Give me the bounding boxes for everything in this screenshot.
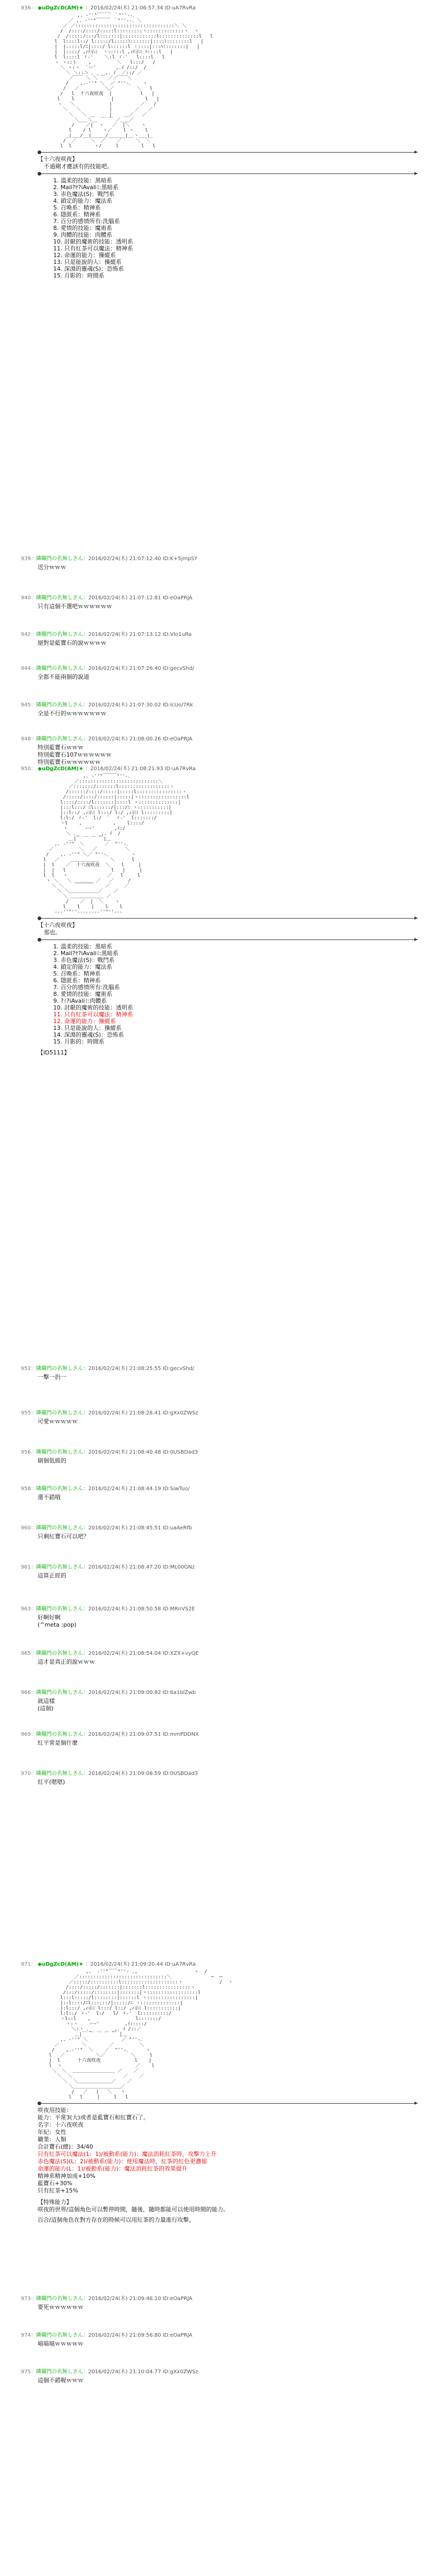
post-body: 紅平常是個什麼 bbox=[38, 1739, 78, 1746]
reply-post bbox=[21, 630, 418, 647]
choice-item: 14. 深淵的靈魂(S)：恐怖系 bbox=[53, 265, 124, 272]
reply-post bbox=[21, 1688, 418, 1712]
post-date: ：2016/02/24(木) 21:08:45.51 ID:uaAeRfb bbox=[83, 1525, 192, 1531]
choice-item: 8. 愛情的技能：魔術系 bbox=[53, 225, 112, 231]
reply-post bbox=[21, 1408, 418, 1425]
choice-item: 9. 肉體的技能：肉體系 bbox=[53, 231, 112, 238]
choice-item: 13. 只是能說的人：操縱系 bbox=[53, 1025, 122, 1031]
post-number[interactable]: 969： bbox=[21, 1732, 37, 1737]
post-number[interactable]: 950： bbox=[21, 766, 37, 772]
post-number[interactable]: 936： bbox=[21, 5, 37, 11]
stats-block bbox=[38, 2114, 418, 2151]
post-header bbox=[21, 734, 418, 742]
post-number[interactable]: 960： bbox=[21, 1525, 37, 1531]
choice-item: 15. 月影的：時間系 bbox=[53, 272, 104, 279]
divider bbox=[38, 918, 418, 919]
post-number[interactable]: 966： bbox=[21, 1690, 37, 1696]
post-number[interactable]: 961： bbox=[21, 1564, 37, 1570]
post-body: 紅平(嗯嗯) bbox=[38, 1779, 65, 1785]
post-date: ：2016/02/24(木) 21:07:13.12 ID:VIo1uRa bbox=[83, 632, 192, 637]
post-number[interactable]: 942： bbox=[21, 632, 37, 637]
stat-line: 合計寶石(總)：34/40 bbox=[38, 2143, 93, 2150]
poster-name[interactable]: 隣職門の名無しさん bbox=[36, 556, 84, 562]
post-header bbox=[21, 1562, 418, 1570]
speaker-tag: 【十六夜咲夜】 bbox=[38, 156, 78, 163]
post-body: 這才是真正的說ｗｗｗ bbox=[38, 1658, 95, 1665]
post-body: 特別藍寶石ｗｗｗ 特別藍寶石107ｗｗｗｗｗｗ 特別藍寶石ｗｗｗｗｗｗ bbox=[38, 744, 112, 765]
choice-item: 7. 百分的感情所有:洗腦系 bbox=[53, 984, 120, 991]
post-date: ：2016/02/24(木) 21:08:25.55 ID:gecvShd/ bbox=[83, 1366, 195, 1372]
post-body: 刷個低級的 bbox=[38, 1457, 66, 1464]
post-date: ：2016/02/24(木) 21:09:46.10 ID:eOaPRJA bbox=[83, 2296, 193, 2302]
choice-item: 3. 赤色魔法(S)：戰鬥系 bbox=[53, 191, 115, 198]
poster-name[interactable]: 隣職門の名無しさん bbox=[36, 702, 84, 708]
choice-item: 6. 隱匿系：精神系 bbox=[53, 977, 101, 984]
post-header bbox=[21, 1769, 418, 1777]
post-body: 只有這個不選吧ｗｗｗｗｗｗ bbox=[38, 603, 112, 610]
reply-post bbox=[21, 554, 418, 571]
choice-item: 8. 愛情的技能：魔術系 bbox=[53, 991, 112, 997]
post-date: ：2016/02/24(木) 21:08:44.19 ID:SiwTuo/ bbox=[83, 1486, 190, 1492]
choice-item: 13. 只是能說的人：操縱系 bbox=[53, 259, 122, 265]
post-number[interactable]: 944： bbox=[21, 666, 37, 671]
post-date: ：2016/02/24(木) 21:08:40.48 ID:0USBDad3 bbox=[83, 1449, 198, 1455]
choice-item: 4. 鎖定的能力：魔法系 bbox=[53, 964, 112, 970]
post-body: 全都不能兩個的說道 bbox=[38, 674, 89, 680]
post-header bbox=[21, 1688, 418, 1696]
poster-name[interactable]: 隣職門の名無しさん bbox=[36, 1732, 84, 1737]
reply-post bbox=[21, 1769, 418, 1786]
divider bbox=[38, 173, 418, 174]
post-body: 只剩紅寶石可以吧？ bbox=[38, 1533, 89, 1540]
divider bbox=[38, 2103, 418, 2104]
poster-name[interactable]: 隣職門の名無しさん bbox=[36, 1690, 84, 1696]
stat-line: 年紀：女性 bbox=[38, 2129, 66, 2136]
skill-line: 赤色魔法(S)(L：2)/被動系(能力)：使用魔法時，紅茶的紅色更濃郁 bbox=[38, 2158, 207, 2165]
stat-line: 能力：平常3(大)或者是藍寶石和紅寶石了。 bbox=[38, 2114, 149, 2121]
poster-name[interactable]: 隣職門の名無しさん bbox=[36, 1525, 84, 1531]
post-950 bbox=[21, 764, 418, 1057]
reply-post bbox=[21, 1562, 418, 1580]
post-number[interactable]: 975： bbox=[21, 2369, 37, 2375]
choice-item: 6. 隱匿系：精神系 bbox=[53, 211, 101, 218]
poster-name[interactable]: 隣職門の名無しさん bbox=[36, 2369, 84, 2375]
post-date: ：2016/02/24(木) 21:08:47.20 ID:ML00GNz bbox=[83, 1564, 195, 1570]
speaker-tag: 【十六夜咲夜】 bbox=[38, 922, 78, 929]
poster-name[interactable]: 隣職門の名無しさん bbox=[36, 595, 84, 601]
post-body: 一擊一扔一 bbox=[38, 1374, 66, 1380]
post-body: 要死ｗｗｗｗｗｗ bbox=[38, 2304, 84, 2311]
reply-post bbox=[21, 1364, 418, 1381]
post-header bbox=[21, 1604, 418, 1612]
post-body: 還不錯哦 bbox=[38, 1494, 61, 1501]
post-number[interactable]: 940： bbox=[21, 595, 37, 601]
poster-name[interactable]: 隣職門の名無しさん bbox=[36, 1771, 84, 1777]
choice-item: 10. 討厭的魔術的技能：透明系 bbox=[53, 238, 133, 245]
post-number[interactable]: 945： bbox=[21, 702, 37, 708]
skill-line: 命運的能力(L：1)/被動系(能力)：魔法消耗紅茶的效果提升 bbox=[38, 2165, 187, 2172]
post-number[interactable]: 963： bbox=[21, 1606, 37, 1612]
reply-post bbox=[21, 1523, 418, 1540]
poster-name[interactable]: 隣職門の名無しさん bbox=[36, 666, 84, 671]
post-date: ：2016/02/24(木) 21:09:56.80 ID:eOaPRJA bbox=[83, 2333, 193, 2338]
reply-post bbox=[21, 700, 418, 717]
post-number[interactable]: 965： bbox=[21, 1651, 37, 1656]
reply-post bbox=[21, 2367, 418, 2384]
post-936 bbox=[21, 3, 418, 281]
post-date: ：2016/02/24(木) 21:07:12.81 ID:eOaPRJA bbox=[83, 595, 193, 601]
post-number[interactable]: 971： bbox=[21, 1962, 37, 1967]
post-date: ：2016/02/24(木) 21:10:04.77 ID:gXx0ZWSz bbox=[83, 2369, 198, 2375]
choice-item: 9. ?ﾐ?iAvaliﾐ:肉體系 bbox=[53, 997, 107, 1004]
post-body: 這個不錯喔ｗｗｗ bbox=[38, 2377, 84, 2384]
choice-item: 5. 召喚系：精神系 bbox=[53, 970, 101, 977]
poster-name[interactable]: 隣職門の名無しさん bbox=[36, 632, 84, 637]
post-number[interactable]: 956： bbox=[21, 1449, 37, 1455]
post-body: 這算正經的 bbox=[38, 1572, 66, 1579]
post-header bbox=[21, 1959, 418, 1967]
reply-post bbox=[21, 734, 418, 766]
post-date: ：2016/02/24(木) 21:07:26.40 ID:gecvShd/ bbox=[83, 666, 195, 671]
post-number[interactable]: 974： bbox=[21, 2333, 37, 2338]
reply-post bbox=[21, 2330, 418, 2348]
poster-name[interactable]: 隣職門の名無しさん bbox=[36, 1606, 84, 1612]
poster-name[interactable]: ◆uDgZcD(AM)★ bbox=[38, 766, 84, 772]
bonus-list bbox=[38, 2173, 418, 2195]
choice-item: 12. 命運的能力：操縱系 bbox=[53, 252, 116, 259]
post-header bbox=[21, 1408, 418, 1416]
poster-name[interactable]: 隣職門の名無しさん bbox=[36, 2333, 84, 2338]
ascii-art: ,. ‐''"￣￣￣"''‐､ ／::::::::::::::::::::::::::::＼ ／:::::::/:::::::l::::::::::::::::::ヽ /::::::/::::/:::::|:::::l::::::::::::::::ヽ /:::::/::::/::::::|:::::|ヽ:::::::::::::::::l l::::/::::/l:::::::|::::l ヽ::::::::::::::| |:::l:::/ ﾆl::::::/|:::/ﾆ ヽ:::::::::::| |::l::/ ,ｨ示ﾐ l:::/ l:/ ,ｨ示ﾐ l:::::::::| l:l:/ ゞ-' l:/ ﾞ ゞ-' l:::::::/ ヽl , , l::::/ ヽ ーｰ' ,ｲ:/ ＼ ､_ _,. ｲ / ＿|￣ ￣ ￣ ￣|＿ ,. ‐''" ＼ ／ "''‐､ ／ ＼ ／ ＼ / ,. ‐''" ＼／ "''‐､ ヽ l ／ ＿＿＿＿＿＿ ＼ l | l ／ 十六夜咲夜 ＼ l | | | l l | | l l ヽ ／ l l ヽ ＼ ＼ ＿＿＿＿ ／ ／ / ＼ ＼ ￣￣￣￣ ／ ／ ＼ ＼＿＿＿＿＿＿／ ／ ＼ ＿＿＿＿＿＿＿ ／ / ／ | ＼ ヽ l l | l l ‐‐‐''"''‐‐‐‐‐‐‐‐''"''‐‐‐ bbox=[43, 774, 189, 915]
ascii-art: ,. ‐''"￣￣"''‐ ., ヽ / ／:::::::::::::::::::::::::::::::＼ ─ ─ ／:::::/::::::::::l::::::::::::::::::::ヽ / ヽ /::::/:::::/:::::::|:::::::l::::::::::::::::ヽ /:::/:::::/::::::::|:::::::|ヽ::::::::::::::::::l l:::l:::::/l::::::::|::::::l ヽ:::::::::::::::::| |::l::::/ﾆl::::::/|:::::/ﾆ ヽ::::::::::::::| |:l:::/ ,ｨ示ﾐ l:::/ l::/ ,ｨ示ﾐ l:::::::::::| l:l::/ ゞ-' l:/ l/ ゞ-' l::::::::::/ ヽl::l , l:::::::/ ヽ:ヽ ーｰ' ,ｲ:::::/ ＼:ヽ ､_ _,. ｲ /::／ ＿|￣ ￣ ￣ ￣ ￣ |＿ ,. ‐''" ＼ ／ "''‐､ ／ ＼ ／ ＼ / ,.‐''" ＼ ／ "''‐､ ヽ l ／ ＼／ ＼ l | l 十六夜咲夜 l | l ヽ ／ l ＼ ＼ ＿＿＿＿＿＿＿＿＿ ／ ／ ＼ ＼ ／ ／ ＼ ＼＿＿＿＿＿＿＿／ ／ ＼＿＿＿＿＿＿＿＿＿＿／ / ／ | ＼ ヽ l l | l l bbox=[49, 1969, 233, 2100]
stats-intro: 咲夜用技能： bbox=[38, 2107, 72, 2114]
post-header bbox=[21, 1730, 418, 1737]
post-header bbox=[21, 1484, 418, 1492]
ascii-art: ,. ‐''"￣￣￣ ｀"''‐-､ ／ ,. ‐''"￣￣￣ ｀"''‐-､ ＼ ／ ／:::::::::::::::::::::::::::::::::::＼ ＼ / /::::/::::/:::::l:::::::::ヽ:::::::::::::ヽ ヽ / /:::::/:::/l:::::::|::::::::::::l::::::::::::::l l l l::::l::/ l:::::/l:::::ﾄ:::::::|::::ﾄ::::::::l | | |:::::l/ﾆ|::::/ l::::::l ヽ::::|:::ﾊ::::::::| | | |::::/ ,ｨﾃ示ﾐ ヽ:::::l ,ｨﾃ示ﾐ ﾊ::::l | l l::::l ゞ-' ＼:l ゞ-' l::::l l ヽ ヽ::ト , ＼ l:::/ / ＼ ヽ:ヽ `ー' ,.ｲ /::/ / ＼ ＼::＞ ､ _ ,. ｲ ／::/ ／ ／￣￣ ＼ ＼ ￣ ／／￣￣＼ / ,.‐''" ＼ ／ "''‐､ ヽ / ／ ＼／ ＼ l / l 十六夜咲夜 | l | l l | l | ヽ ＼ | ／ / ＼ ＼ | ／ ／ ＼ ＼ __ | __／ ／ ＼___＼__ ￣ ￣ ／___／ / ／| ヽ ／ |＼ ヽ l / l ヽ／ l ヽ l _|___/__|_____/______|__ヽ___|_ / ／ ＼ ／ ／ ＼ ＼ l l ヽ/ l l l bbox=[54, 13, 213, 149]
post-header bbox=[21, 1523, 418, 1531]
trait-desc: 咲夜的世界/這個角色可以暫停時間，隨後，隨時都能可以使用時間的能力。 bbox=[38, 2206, 229, 2213]
post-header bbox=[21, 664, 418, 671]
reply-post bbox=[21, 593, 418, 610]
choice-item: 12. 命運的能力：操縱系 bbox=[53, 1018, 116, 1025]
choice-item: 11. 只有紅茶可以魔法：精神系 bbox=[53, 1011, 133, 1018]
post-number[interactable]: 973： bbox=[21, 2296, 37, 2302]
reply-post bbox=[21, 1604, 418, 1629]
post-date: ：2016/02/24(木) 21:08:54.04 ID:XZX+vyQE bbox=[83, 1651, 199, 1656]
reply-post bbox=[21, 1649, 418, 1666]
post-body: 喵喵喵ｗｗｗｗｗ bbox=[38, 2340, 84, 2347]
post-date: ：2016/02/24(木) 21:07:30.02 ID:lcUo/7Rk bbox=[83, 702, 193, 708]
choice-item: 15. 月影的：時間系 bbox=[53, 1038, 104, 1045]
reply-post bbox=[21, 2294, 418, 2311]
post-number[interactable]: 948： bbox=[21, 736, 37, 742]
post-number[interactable]: 958： bbox=[21, 1486, 37, 1492]
post-971 bbox=[21, 1959, 418, 2224]
trait-heading: 【特殊能力】 bbox=[38, 2199, 72, 2206]
choice-item: 2. Mail?ﾔ?iAvaliﾐ:黑暗系 bbox=[53, 950, 119, 957]
post-body: 好啊好啊 (^meta :pop) bbox=[38, 1614, 77, 1628]
post-date: ：2016/02/24(木) 21:08:28.41 ID:gXx0ZWSz bbox=[83, 1410, 198, 1416]
post-number[interactable]: 970： bbox=[21, 1771, 37, 1777]
choice-item: 14. 深淵的靈魂(S)：恐怖系 bbox=[53, 1031, 124, 1038]
poster-name[interactable]: 隣職門の名無しさん bbox=[36, 1449, 84, 1455]
reply-post bbox=[21, 1730, 418, 1747]
post-body: 全是不行的ｗｗｗｗｗｗｗ bbox=[38, 710, 106, 717]
post-header bbox=[21, 593, 418, 601]
reply-post bbox=[21, 1447, 418, 1465]
choice-item: 11. 只有紅茶可以魔法：精神系 bbox=[53, 245, 133, 252]
poster-name[interactable]: 隣職門の名無しさん bbox=[36, 1366, 84, 1372]
post-date: ：2016/02/24(木) 21:09:20.44 ID:uA7RvRa bbox=[85, 1962, 196, 1967]
poster-name[interactable]: 隣職門の名無しさん bbox=[36, 1486, 84, 1492]
trait-desc: 百合/這個角色在對方存在的時候可以用紅茶的力量進行攻擊。 bbox=[38, 2217, 195, 2223]
choice-list bbox=[38, 177, 418, 279]
choice-item: 3. 赤色魔法(S)：戰鬥系 bbox=[53, 957, 115, 964]
post-header bbox=[21, 2330, 418, 2338]
post-date: ：2016/02/24(木) 21:08:50.58 ID:MRnVS2E bbox=[83, 1606, 195, 1612]
skill-list bbox=[38, 2151, 418, 2173]
post-body: 就這樣 (這個) bbox=[38, 1698, 55, 1712]
post-date: ：2016/02/24(木) 21:07:12.40 ID:K+5jmpSY bbox=[83, 556, 198, 562]
post-date: ：2016/02/24(木) 21:09:08.59 ID:0USBDad3 bbox=[83, 1771, 198, 1777]
choice-list bbox=[38, 943, 418, 1045]
divider bbox=[38, 152, 418, 153]
divider bbox=[38, 939, 418, 940]
post-date: ：2016/02/24(木) 21:09:07.51 ID:mmPDDNX bbox=[83, 1732, 199, 1737]
post-date: ：2016/02/24(木) 21:08:21.93 ID:uA7RvRa bbox=[85, 766, 196, 772]
post-header bbox=[21, 2294, 418, 2302]
dice-result: 【ID5111】 bbox=[38, 1049, 70, 1056]
post-date: ：2016/02/24(木) 21:06:57.34 ID:uA7RvRa bbox=[85, 5, 196, 11]
post-date: ：2016/02/24(木) 21:08:00.26 ID:eOaPRJA bbox=[83, 736, 193, 742]
post-number[interactable]: 952： bbox=[21, 1366, 37, 1372]
post-header bbox=[21, 3, 418, 11]
bonus-line: 精神系精神加成+10% bbox=[38, 2173, 96, 2179]
stat-line: 名字：十六夜咲夜 bbox=[38, 2121, 84, 2128]
choice-item: 10. 討厭的魔術的技能：透明系 bbox=[53, 1004, 133, 1011]
skill-line: 只有紅茶可以魔法(1：1)/被動系(能力)：魔法消耗紅茶時，攻擊力上升 bbox=[38, 2151, 217, 2157]
choice-item: 1. 溫柔的技能：黑暗系 bbox=[53, 943, 112, 950]
post-header bbox=[21, 630, 418, 637]
poster-name[interactable]: 隣職門の名無しさん bbox=[36, 736, 84, 742]
choice-item: 1. 溫柔的技能：黑暗系 bbox=[53, 177, 112, 184]
post-body: 可愛ｗｗｗｗｗ bbox=[38, 1418, 78, 1425]
post-header bbox=[21, 1649, 418, 1656]
post-body: 絕對是藍寶石的說ｗｗｗｗ bbox=[38, 640, 106, 646]
reply-post bbox=[21, 664, 418, 681]
bonus-line: 只有紅茶+15% bbox=[38, 2187, 78, 2194]
bonus-line: 藍寶石+30% bbox=[38, 2180, 73, 2187]
stat-line: 職業：人類 bbox=[38, 2136, 66, 2143]
poster-name[interactable]: ◆uDgZcD(AM)★ bbox=[38, 5, 84, 11]
choice-item: 4. 鎖定的能力：魔法系 bbox=[53, 198, 112, 204]
post-header bbox=[21, 554, 418, 562]
poster-name[interactable]: ◆uDgZcD(AM)★ bbox=[38, 1962, 84, 1967]
reply-post bbox=[21, 1484, 418, 1501]
dialogue-line: 不過剛才應該有的技能吧。 bbox=[44, 163, 113, 170]
poster-name[interactable]: 隣職門の名無しさん bbox=[36, 1410, 84, 1416]
poster-name[interactable]: 隣職門の名無しさん bbox=[36, 1651, 84, 1656]
post-header bbox=[21, 2367, 418, 2375]
choice-item: 5. 召喚系：精神系 bbox=[53, 204, 101, 211]
post-number[interactable]: 939： bbox=[21, 556, 37, 562]
poster-name[interactable]: 隣職門の名無しさん bbox=[36, 2296, 84, 2302]
post-date: ：2016/02/24(木) 21:09:00.82 ID:6a1blZwb bbox=[83, 1690, 196, 1696]
dialogue-line: 那也。 bbox=[44, 929, 61, 936]
post-header bbox=[21, 764, 418, 772]
choice-item: 7. 百分的感情所有:洗腦系 bbox=[53, 218, 120, 225]
post-header bbox=[21, 1447, 418, 1455]
post-body: 送分ｗｗｗ bbox=[38, 564, 66, 571]
poster-name[interactable]: 隣職門の名無しさん bbox=[36, 1564, 84, 1570]
post-header bbox=[21, 1364, 418, 1372]
post-header bbox=[21, 700, 418, 708]
choice-item: 2. Mail?ﾔ?iAvaliﾐ:黑暗系 bbox=[53, 184, 119, 191]
post-number[interactable]: 955： bbox=[21, 1410, 37, 1416]
